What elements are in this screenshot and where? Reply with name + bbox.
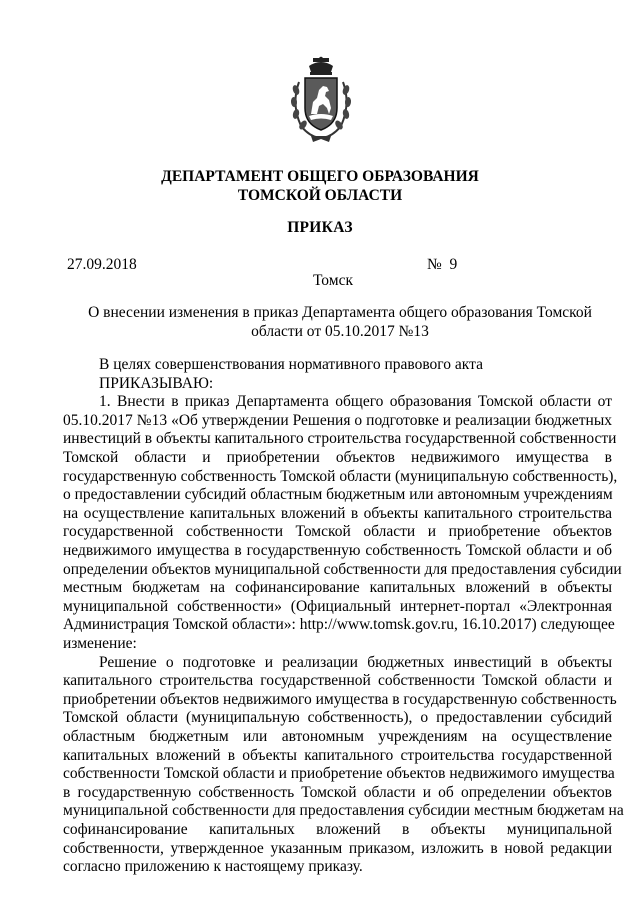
paragraph-2-line: собственности Томской области и приобретение объектов недвижимого имущества xyxy=(63,765,615,783)
paragraph-2-line: муниципальной собственности для предоставления субсидии местным бюджетам на xyxy=(63,802,624,820)
document-type-title: ПРИКАЗ xyxy=(287,219,353,236)
paragraph-1-line: 1. Внести в приказ Департамента общего образования Томской области от xyxy=(99,393,612,411)
paragraph-2-line: в государственную собственность Томской области и об определении объектов xyxy=(63,783,612,801)
order-city: Томск xyxy=(313,272,353,289)
order-keyword: ПРИКАЗЫВАЮ: xyxy=(99,374,214,392)
paragraph-1-line: Томской области и приобретении объектов недвижимого имущества в xyxy=(63,449,612,466)
paragraph-1-line: инвестиций в объекты капитального строительства государственной собственности xyxy=(63,430,617,448)
order-number-value: 9 xyxy=(449,256,458,273)
paragraph-2-line: софинансирование капитальных вложений в объекты муниципальной xyxy=(63,821,612,838)
paragraph-1-line: определении объектов муниципальной собственности для предоставления субсидии xyxy=(63,560,622,578)
paragraph-1-line: недвижимого имущества в государственную собственность Томской области и об xyxy=(63,542,612,559)
paragraph-2-line: Решение о подготовке и реализации бюджетных инвестиций в объекты xyxy=(99,653,612,671)
paragraph-2-line: областным бюджетным или автономным учреждениям на осуществление xyxy=(63,728,612,745)
preamble-text: В целях совершенствования нормативного правового акта xyxy=(99,356,483,373)
paragraph-1-line: государственной собственности Томской области и приобретение объектов xyxy=(63,523,612,541)
paragraph-2-line: капитальных вложений в объекты капитального строительства государственной xyxy=(63,746,612,764)
paragraph-1-line: Администрация Томской области»: http://www.tomsk.gov.ru, 16.10.2017) следующее xyxy=(63,616,615,634)
order-number xyxy=(427,256,457,274)
organization-name-line2: ТОМСКОЙ ОБЛАСТИ xyxy=(237,187,403,204)
paragraph-2-line: согласно приложению к настоящему приказу. xyxy=(63,858,363,876)
paragraph-2-line: Томской области (муниципальную собственность), о предоставлении субсидий xyxy=(63,709,612,727)
subject-line: области от 05.10.2017 №13 xyxy=(251,322,429,340)
order-date: 27.09.2018 xyxy=(67,256,137,273)
tomsk-coat-of-arms-icon xyxy=(287,56,355,144)
paragraph-1-line: изменение: xyxy=(63,635,137,652)
paragraph-2-line: капитального строительства государственной собственности Томской области и xyxy=(63,672,612,690)
paragraph-1-line: муниципальной собственности» (Официальный интернет-портал «Электронная xyxy=(63,597,612,615)
paragraph-2-line: собственности, утвержденное указанным приказом, изложить в новой редакции xyxy=(63,839,612,857)
paragraph-1-line: на осуществление капитальных вложений в объекты капитального строительства xyxy=(63,504,612,522)
order-subject xyxy=(60,304,620,341)
order-number-label: № xyxy=(427,256,442,273)
paragraph-1-line: местным бюджетам на софинансирование капитальных вложений в объекты xyxy=(63,579,612,597)
paragraph-1-line: государственную собственность Томской области (муниципальную собственность), xyxy=(63,467,618,485)
paragraph-1-line: 05.10.2017 №13 «Об утверждении Решения о подготовке и реализации бюджетных xyxy=(63,411,612,429)
organization-name-line1: ДЕПАРТАМЕНТ ОБЩЕГО ОБРАЗОВАНИЯ xyxy=(161,168,479,185)
subject-line: О внесении изменения в приказ Департамента общего образования Томской xyxy=(88,304,592,321)
paragraph-2-line: приобретении объектов недвижимого имущества в государственную собственность xyxy=(63,690,617,708)
paragraph-1-line: о предоставлении субсидий областным бюджетным или автономным учреждениям xyxy=(63,486,613,504)
